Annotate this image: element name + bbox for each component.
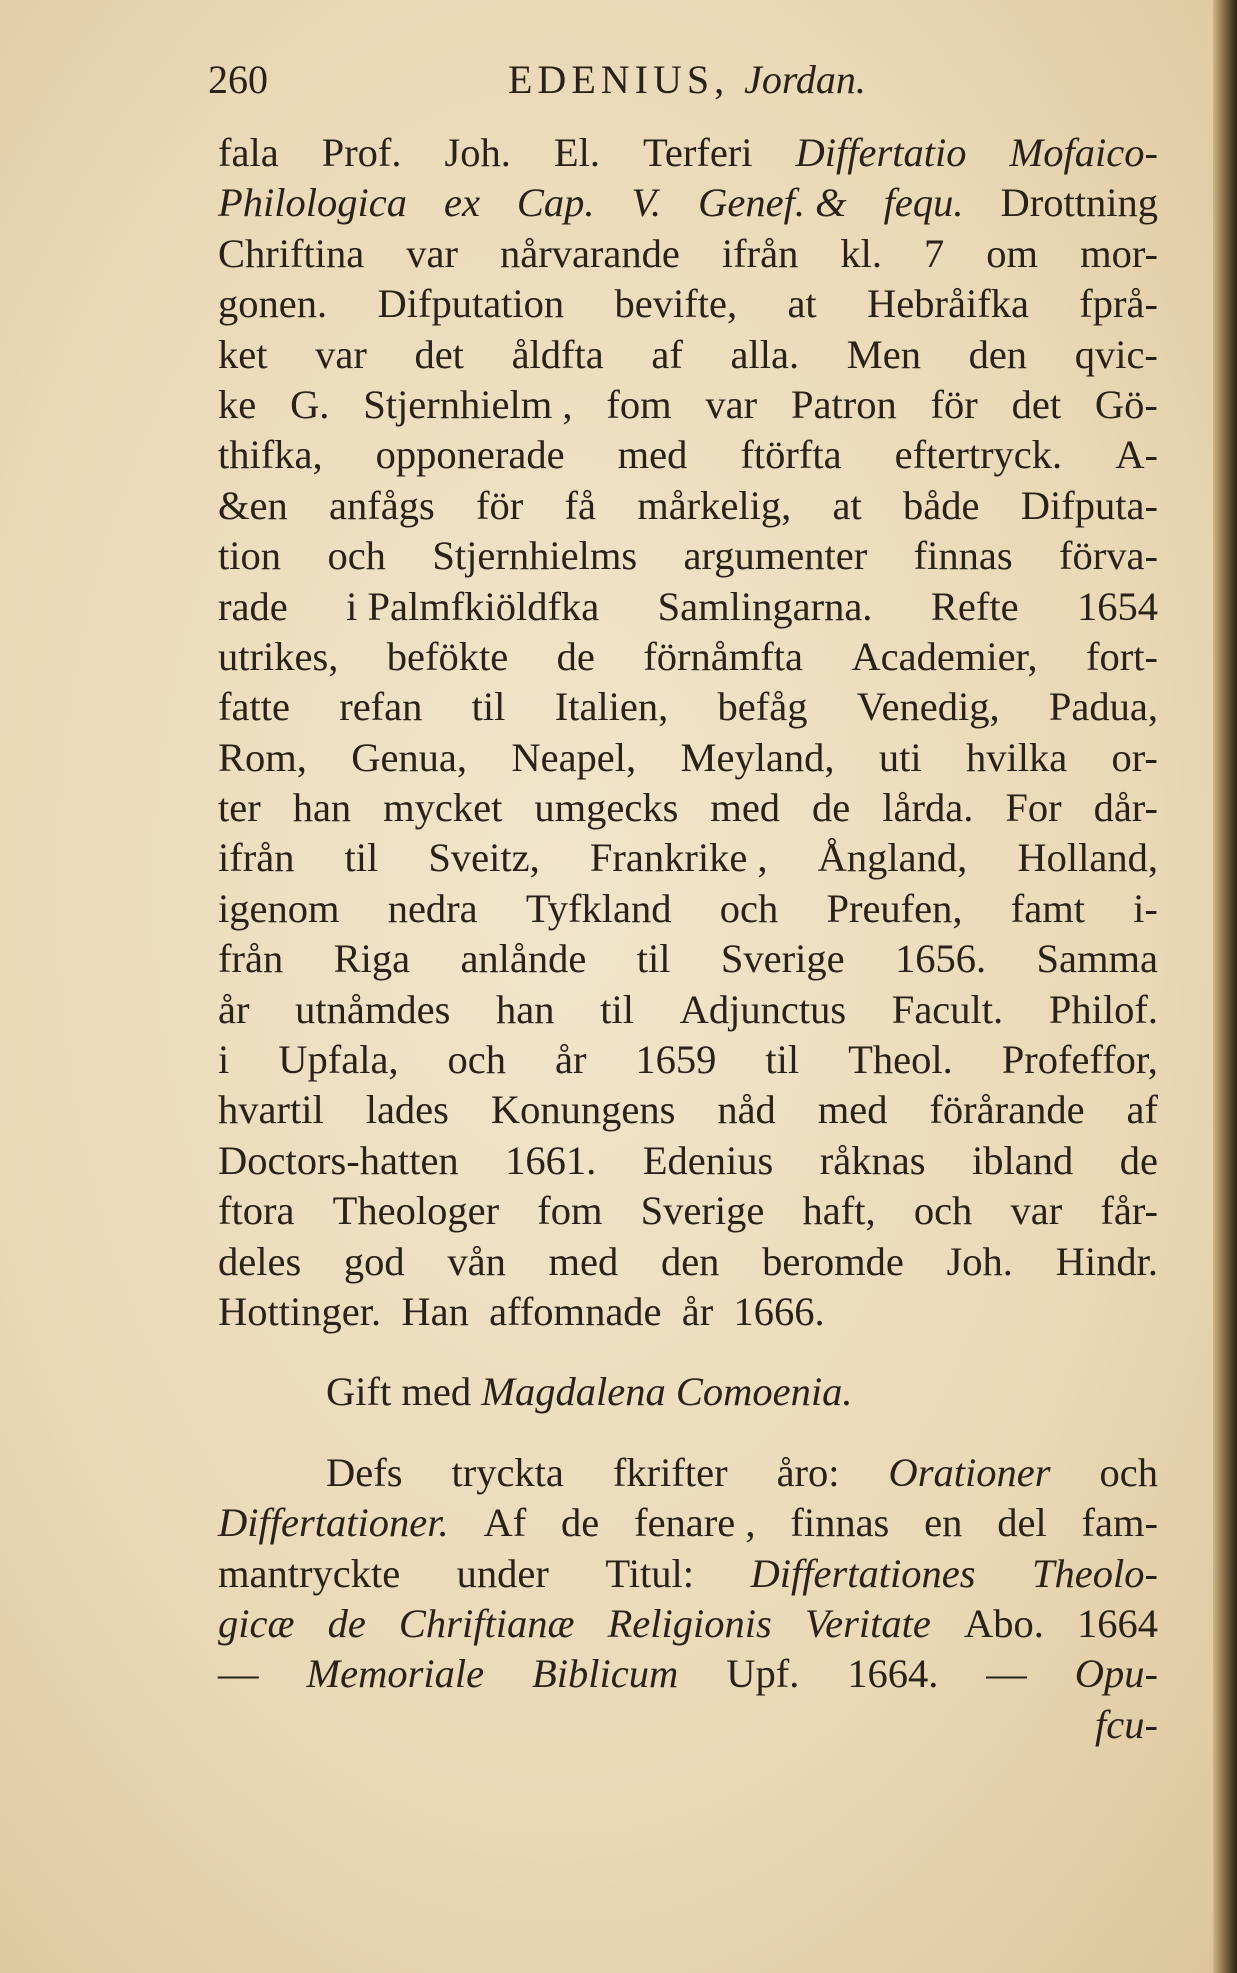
text-word: Sverige xyxy=(720,936,845,982)
text-word: och xyxy=(327,533,386,579)
text-word: til xyxy=(636,936,671,982)
text-word: umgecks xyxy=(534,785,679,831)
text-word: 7 xyxy=(924,230,945,276)
text-word: han xyxy=(292,785,352,831)
text-line xyxy=(218,733,1158,783)
text-word: rade xyxy=(218,583,288,629)
text-word: det xyxy=(414,331,464,377)
text-word: ibland xyxy=(971,1137,1074,1183)
text-word: Refte xyxy=(930,583,1019,629)
text-word: Veritate xyxy=(804,1600,931,1646)
text-word: at xyxy=(787,281,817,327)
text-word: Drottning xyxy=(1000,180,1158,226)
text-line xyxy=(218,783,1158,833)
text-word: fala xyxy=(218,130,279,175)
text-word: med xyxy=(710,785,781,831)
text-word: Differtatio xyxy=(795,130,967,175)
text-word: Terferi xyxy=(642,130,753,175)
text-word: Samma xyxy=(1036,936,1158,982)
text-word: beromde xyxy=(762,1238,904,1284)
text-word: V. xyxy=(631,180,662,226)
text-word: fenare , xyxy=(634,1500,756,1546)
text-word: Philologica xyxy=(218,180,407,226)
text-line xyxy=(218,1649,1158,1699)
text-word: 1666. xyxy=(713,1288,825,1334)
text-word: Upfala, xyxy=(278,1037,399,1083)
text-word: 1664 xyxy=(1076,1600,1158,1646)
text-word: Titul: xyxy=(605,1550,694,1596)
text-word: förva- xyxy=(1059,533,1158,579)
text-word: Konungens xyxy=(490,1087,676,1133)
text-word: A- xyxy=(1115,432,1158,478)
running-head-author: EDENIUS, xyxy=(508,57,730,102)
text-word: 1654 xyxy=(1076,583,1158,629)
text-word: fom xyxy=(537,1188,603,1234)
text-word: af xyxy=(651,331,683,377)
paragraph-gap xyxy=(218,1418,1158,1448)
text-word: år xyxy=(661,1288,714,1334)
text-word: god xyxy=(343,1238,405,1284)
text-line xyxy=(218,128,1158,178)
text-word: Academier, xyxy=(851,633,1038,679)
text-word: Mofaico- xyxy=(1009,130,1158,175)
page-number: 260 xyxy=(208,57,268,102)
text-word: Biblicum xyxy=(532,1651,679,1697)
text-line xyxy=(218,481,1158,531)
text-line xyxy=(218,1186,1158,1236)
text-word: de xyxy=(327,1600,366,1646)
text-word: alla. xyxy=(730,331,800,377)
text-word: bevifte, xyxy=(614,281,738,327)
text-word: fort- xyxy=(1085,633,1158,679)
text-word: or- xyxy=(1111,734,1158,780)
text-word: finnas xyxy=(913,533,1013,579)
text-word: den xyxy=(968,331,1028,377)
text-word: lårda. xyxy=(882,785,974,831)
text-word: Comoenia. xyxy=(665,1369,853,1415)
text-word: Riga xyxy=(333,936,411,982)
text-word: både xyxy=(903,482,980,528)
text-word: en xyxy=(924,1500,963,1546)
text-word: Genef. & xyxy=(698,180,847,226)
text-line xyxy=(218,1237,1158,1287)
text-word: han xyxy=(496,986,555,1032)
text-word: kl. xyxy=(840,230,882,276)
text-word: til xyxy=(765,1037,800,1083)
text-word: Patron xyxy=(790,381,897,427)
text-word: Chriftianæ xyxy=(398,1600,575,1646)
text-word: Af xyxy=(483,1500,527,1546)
text-line xyxy=(218,1700,1158,1750)
text-word: Differtationes xyxy=(750,1550,976,1596)
text-word: ke xyxy=(218,381,257,427)
text-word: Defs xyxy=(326,1449,403,1495)
text-word: var xyxy=(406,230,458,276)
text-word: förårande xyxy=(929,1087,1085,1133)
text-word: Sverige xyxy=(640,1188,765,1234)
text-word: åldfta xyxy=(511,331,604,377)
text-word: at xyxy=(832,482,862,528)
text-word: Genua, xyxy=(351,734,468,780)
text-line xyxy=(218,1085,1158,1135)
text-word: Hindr. xyxy=(1055,1238,1158,1284)
text-word: med xyxy=(617,432,688,478)
text-word: ifrån xyxy=(721,230,799,276)
text-word: Holland, xyxy=(1017,835,1158,881)
text-word: uti xyxy=(878,734,922,780)
text-word: El. xyxy=(553,130,600,175)
text-word: 1664. xyxy=(847,1651,939,1697)
text-word: Differtationer. xyxy=(218,1500,449,1546)
text-word: deles xyxy=(218,1238,302,1284)
text-word: tion xyxy=(218,533,282,579)
text-word: til xyxy=(600,986,634,1032)
text-word: til xyxy=(471,684,506,730)
text-line xyxy=(218,330,1158,380)
text-word: til xyxy=(344,835,379,881)
text-word: igenom xyxy=(218,885,340,931)
text-word: om xyxy=(986,230,1039,276)
text-word: nåd xyxy=(717,1087,776,1133)
text-word: Neapel, xyxy=(511,734,637,780)
text-word: Religionis xyxy=(607,1600,772,1646)
text-line xyxy=(218,833,1158,883)
text-word: — xyxy=(986,1651,1027,1697)
text-word: och xyxy=(1099,1449,1158,1495)
text-word: Abo. xyxy=(963,1600,1044,1646)
text-word: 1661. xyxy=(505,1137,597,1183)
text-line xyxy=(218,1367,1158,1417)
text-line xyxy=(218,380,1158,430)
text-word: med xyxy=(817,1087,888,1133)
text-word: fkrifter xyxy=(612,1449,728,1495)
text-word: refan xyxy=(339,684,423,730)
text-word: Samlingarna. xyxy=(657,583,873,629)
text-word: Hebråifka xyxy=(867,281,1029,327)
text-word: och xyxy=(447,1037,507,1083)
text-word: ifrån xyxy=(218,835,295,881)
text-word: Facult. xyxy=(891,986,1004,1032)
text-word: råknas xyxy=(819,1137,926,1183)
text-word: de xyxy=(561,1500,600,1546)
text-word: af xyxy=(1126,1087,1158,1133)
text-word: var xyxy=(315,331,367,377)
text-word: var xyxy=(705,381,758,427)
text-word: ex xyxy=(443,180,480,226)
text-word: vån xyxy=(447,1238,506,1284)
text-word: Men xyxy=(846,331,921,377)
text-word: lades xyxy=(365,1087,449,1133)
text-line xyxy=(218,430,1158,480)
text-word: Adjunctus xyxy=(679,986,847,1032)
text-word: mårkelig, xyxy=(637,482,792,528)
text-word: Opu- xyxy=(1074,1651,1158,1697)
text-word: Padua, xyxy=(1048,684,1158,730)
text-word: Meyland, xyxy=(680,734,835,780)
paragraph-gap xyxy=(218,1337,1158,1367)
text-word: Chriftina xyxy=(218,230,365,276)
text-word: och xyxy=(719,885,779,931)
text-word: Rom, xyxy=(218,734,307,780)
text-word: Magdalena xyxy=(481,1369,666,1415)
text-word: det xyxy=(1011,381,1062,427)
text-word: Venedig, xyxy=(856,684,1000,730)
text-word: med xyxy=(548,1238,619,1284)
page-header xyxy=(208,48,968,118)
text-word: fequ. xyxy=(883,180,964,226)
text-word: dår- xyxy=(1093,785,1158,831)
text-word: och xyxy=(913,1188,973,1234)
text-line xyxy=(218,229,1158,279)
text-line xyxy=(218,1136,1158,1186)
text-word: mantryckte xyxy=(218,1550,401,1596)
text-word: 1659 xyxy=(635,1037,717,1083)
text-word: för xyxy=(475,482,524,528)
text-word: Doctors-hatten xyxy=(218,1137,459,1183)
text-word: fam- xyxy=(1081,1500,1158,1546)
text-word: befåg xyxy=(717,684,808,730)
running-head xyxy=(508,56,866,103)
text-word: fprå- xyxy=(1079,281,1158,327)
text-word: med xyxy=(391,1369,482,1415)
text-word: Theol. xyxy=(848,1037,953,1083)
text-word: gicæ xyxy=(218,1600,295,1646)
text-word: G. xyxy=(290,381,330,427)
text-word: Upf. xyxy=(726,1651,800,1697)
text-word: eftertryck. xyxy=(894,432,1063,478)
text-line xyxy=(218,1448,1158,1498)
text-word: affomnade xyxy=(468,1288,662,1334)
text-word: argumenter xyxy=(683,533,868,579)
text-word: Stjernhielms xyxy=(432,533,638,579)
text-word: Sveitz, xyxy=(428,835,540,881)
text-word: åro: xyxy=(776,1449,840,1495)
text-word: Ångland, xyxy=(817,835,968,881)
text-line xyxy=(218,1599,1158,1649)
text-word: Tyfkland xyxy=(525,885,672,931)
text-line xyxy=(218,582,1158,632)
text-word: del xyxy=(997,1500,1047,1546)
text-line xyxy=(218,531,1158,581)
text-word: Stjernhielm , xyxy=(363,381,573,427)
text-word: Memoriale xyxy=(306,1651,485,1697)
running-head-title: Jordan. xyxy=(744,57,866,102)
text-line xyxy=(218,985,1158,1035)
text-word: befökte xyxy=(386,633,509,679)
text-word: mycket xyxy=(383,785,503,831)
text-word: Joh. xyxy=(946,1238,1013,1284)
text-word: hvilka xyxy=(965,734,1068,780)
text-word: de xyxy=(1119,1137,1158,1183)
text-line xyxy=(218,279,1158,329)
text-word: under xyxy=(456,1550,549,1596)
body-text xyxy=(218,128,1158,1750)
text-word: Gift xyxy=(326,1369,392,1415)
text-word: nårvarande xyxy=(499,230,680,276)
text-word: 1656. xyxy=(895,936,987,982)
text-line xyxy=(218,934,1158,984)
text-word: anlånde xyxy=(460,936,587,982)
text-word: utrikes, xyxy=(218,633,339,679)
text-word: Prof. xyxy=(321,130,402,175)
text-word: i xyxy=(218,1037,230,1083)
text-line xyxy=(218,1035,1158,1085)
text-word: thifka, xyxy=(218,432,323,478)
text-word: fom xyxy=(606,381,672,427)
text-word: finnas xyxy=(790,1500,890,1546)
text-word: mor- xyxy=(1080,230,1158,276)
text-word: den xyxy=(660,1238,720,1284)
text-line xyxy=(218,632,1158,682)
text-word: Cap. xyxy=(516,180,595,226)
text-word: ket xyxy=(218,331,268,377)
text-word: få xyxy=(564,482,596,528)
text-word: Gö- xyxy=(1094,381,1158,427)
text-word: var xyxy=(1010,1188,1063,1234)
text-word: Hottinger. xyxy=(218,1288,382,1334)
text-word: gonen. xyxy=(218,281,328,327)
text-word: famt xyxy=(1010,885,1085,931)
text-word: ter xyxy=(218,785,261,831)
text-word: Han xyxy=(381,1288,469,1334)
text-word: från xyxy=(218,936,284,982)
text-line xyxy=(218,1498,1158,1548)
text-word: qvic- xyxy=(1074,331,1158,377)
text-line xyxy=(218,1287,1158,1337)
text-word: Edenius xyxy=(642,1137,774,1183)
text-word: Preufen, xyxy=(826,885,963,931)
text-word: i- xyxy=(1133,885,1158,931)
text-word: får- xyxy=(1100,1188,1158,1234)
text-word: For xyxy=(1005,785,1062,831)
text-word: ftörfta xyxy=(740,432,842,478)
text-word: fcu- xyxy=(1095,1701,1158,1747)
text-word: Theolo- xyxy=(1031,1550,1158,1596)
text-line xyxy=(218,682,1158,732)
text-word: Italien, xyxy=(554,684,669,730)
text-word: fatte xyxy=(218,684,290,730)
text-word: Theologer xyxy=(332,1188,500,1234)
text-word: nedra xyxy=(387,885,478,931)
text-word: Frankrike , xyxy=(589,835,768,881)
text-line xyxy=(218,1549,1158,1599)
text-word: ftora xyxy=(218,1188,295,1234)
text-word: Profeffor, xyxy=(1001,1037,1158,1083)
text-word: år xyxy=(218,986,250,1032)
text-word: hvartil xyxy=(218,1087,324,1133)
text-word: &en xyxy=(218,482,288,528)
text-word: i Palmfkiöldfka xyxy=(346,583,600,629)
text-word: de xyxy=(812,785,851,831)
text-line xyxy=(218,884,1158,934)
text-word: Orationer xyxy=(888,1449,1051,1495)
text-word: för xyxy=(930,381,978,427)
text-word: år xyxy=(554,1037,587,1083)
text-word: förnåmfta xyxy=(643,633,803,679)
page-edge-shadow xyxy=(1213,0,1237,1973)
text-word: utnåmdes xyxy=(295,986,451,1032)
text-word: Joh. xyxy=(444,130,511,175)
text-word: tryckta xyxy=(451,1449,564,1495)
text-line xyxy=(218,178,1158,228)
text-word: Difputation xyxy=(377,281,565,327)
text-word: opponerade xyxy=(375,432,565,478)
text-word: de xyxy=(556,633,595,679)
text-word: haft, xyxy=(802,1188,876,1234)
text-word: — xyxy=(218,1651,259,1697)
text-word: Difputa- xyxy=(1020,482,1158,528)
text-word: Philof. xyxy=(1048,986,1158,1032)
text-word: anfågs xyxy=(329,482,435,528)
